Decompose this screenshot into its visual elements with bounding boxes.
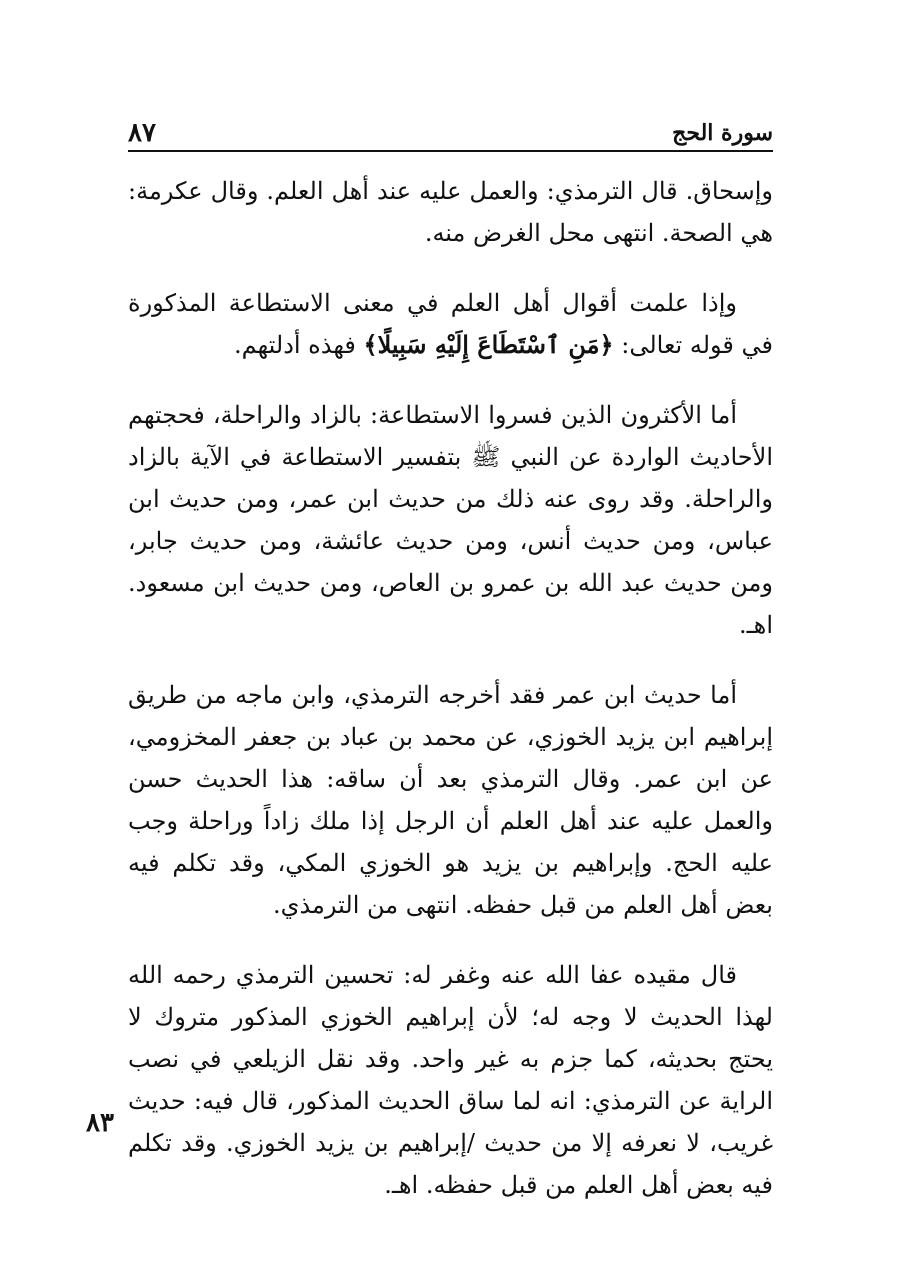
page-number: ٨٧ — [128, 118, 156, 148]
paragraph-2-before: وإذا علمت أقوال أهل العلم في معنى الاستطاعة المذكورة في قوله تعالى: — [128, 289, 773, 359]
running-title: سورة الحج — [672, 120, 773, 146]
page-body — [128, 170, 773, 1234]
paragraph-1: وإسحاق. قال الترمذي: والعمل عليه عند أهل العلم. وقال عكرمة: هي الصحة. انتهى محل الغرض منه. — [128, 177, 773, 247]
paragraph-2 — [128, 282, 773, 366]
margin-page-ref: ٨٣ — [86, 1108, 114, 1138]
paragraph-3: أما الأكثرون الذين فسروا الاستطاعة: بالزاد والراحلة، فحجتهم الأحاديث الواردة عن النبي ﷺ بتفسير الاستطاعة في الآية بالزاد والراحلة. وقد روى عنه ذلك من حديث ابن عمر، ومن حديث ابن عباس، ومن حديث أنس، ومن حديث عائشة، ومن حديث جابر، ومن حديث عبد الله بن عمرو بن العاص، ومن حديث ابن مسعود. اهـ. — [128, 401, 773, 639]
paragraph-2-after: فهذه أدلتهم. — [233, 331, 356, 359]
paragraph-5: قال مقيده عفا الله عنه وغفر له: تحسين الترمذي رحمه الله لهذا الحديث لا وجه له؛ لأن إبراهيم الخوزي المذكور متروك لا يحتج بحديثه، كما جزم به غير واحد. وقد نقل الزيلعي في نصب الراية عن الترمذي: انه لما ساق الحديث المذكور، قال فيه: حديث غريب، لا نعرفه إلا من حديث /إبراهيم بن يزيد الخوزي. وقد تكلم فيه بعض أهل العلم من قبل حفظه. اهـ. — [128, 961, 773, 1199]
quran-verse: ﴿مَنِ ٱسْتَطَاعَ إِلَيْهِ سَبِيلًا﴾ — [363, 330, 614, 359]
page-header — [128, 110, 773, 152]
paragraph-4: أما حديث ابن عمر فقد أخرجه الترمذي، وابن ماجه من طريق إبراهيم ابن يزيد الخوزي، عن محمد بن عباد بن جعفر المخزومي، عن ابن عمر. وقال الترمذي بعد أن ساقه: هذا الحديث حسن والعمل عليه عند أهل العلم أن الرجل إذا ملك زاداً وراحلة وجب عليه الحج. وإبراهيم بن يزيد هو الخوزي المكي، وقد تكلم فيه بعض أهل العلم من قبل حفظه. انتهى من الترمذي. — [128, 681, 773, 919]
